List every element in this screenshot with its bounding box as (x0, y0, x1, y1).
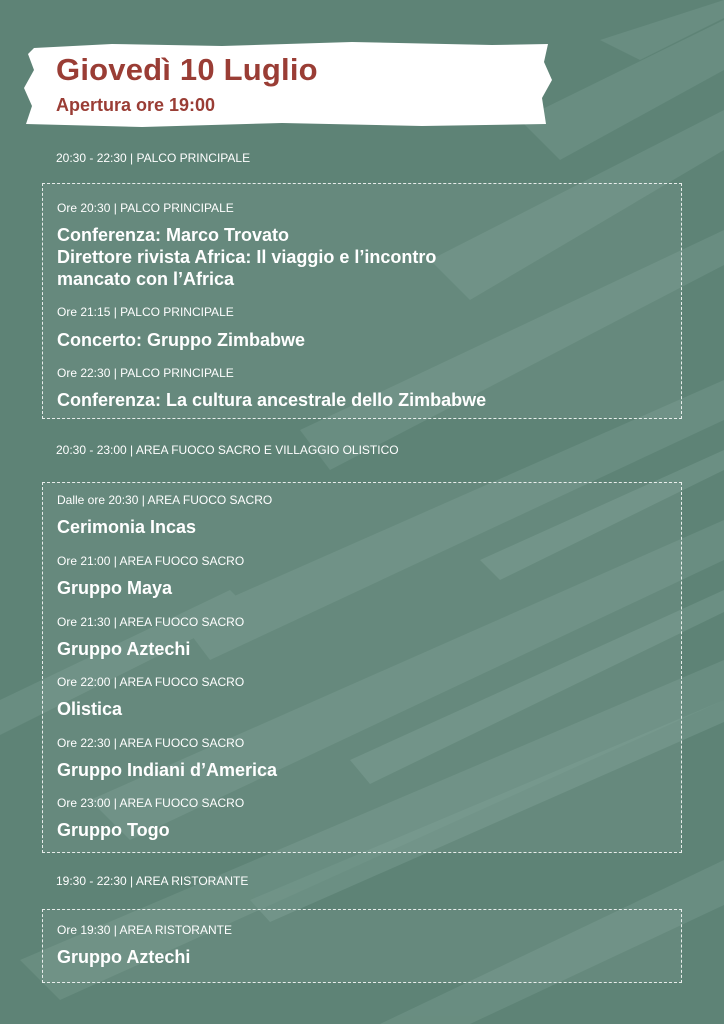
page-title: Giovedì 10 Luglio (56, 52, 318, 87)
event-title: Gruppo Indiani d’America (57, 760, 278, 780)
event-title: Concerto: Gruppo Zimbabwe (57, 330, 306, 350)
event-meta: Ore 20:30 | PALCO PRINCIPALE (57, 201, 234, 215)
event-title-line: mancato con l’Africa (57, 269, 235, 289)
event-meta: Ore 21:30 | AREA FUOCO SACRO (57, 615, 245, 629)
section-box-palco (42, 183, 682, 419)
event-title: Conferenza: La cultura ancestrale dello Zimbabwe (57, 390, 487, 410)
event-title: Olistica (57, 699, 123, 719)
event-title: Gruppo Aztechi (57, 947, 191, 967)
event-title (57, 224, 527, 290)
event-title-line: Direttore rivista Africa: Il viaggio e l’incontro (57, 247, 437, 267)
event-title: Gruppo Aztechi (57, 639, 191, 659)
event-title: Gruppo Togo (57, 820, 170, 840)
event-meta: Ore 19:30 | AREA RISTORANTE (57, 923, 232, 937)
event-meta: Ore 22:30 | PALCO PRINCIPALE (57, 366, 234, 380)
event-meta: Ore 23:00 | AREA FUOCO SACRO (57, 796, 245, 810)
event-meta: Ore 22:00 | AREA FUOCO SACRO (57, 675, 245, 689)
event-title-line: Conferenza: Marco Trovato (57, 225, 290, 245)
event-meta: Ore 21:15 | PALCO PRINCIPALE (57, 305, 234, 319)
section-label-fuoco-sacro: 20:30 - 23:00 | AREA FUOCO SACRO E VILLAGGIO OLISTICO (56, 443, 399, 457)
event-meta: Ore 22:30 | AREA FUOCO SACRO (57, 736, 245, 750)
section-label-ristorante: 19:30 - 22:30 | AREA RISTORANTE (56, 874, 249, 888)
section-box-fuoco-sacro (42, 482, 682, 853)
event-meta: Dalle ore 20:30 | AREA FUOCO SACRO (57, 493, 273, 507)
section-box-ristorante (42, 909, 682, 983)
opening-time: Apertura ore 19:00 (56, 95, 216, 115)
section-label-palco: 20:30 - 22:30 | PALCO PRINCIPALE (56, 151, 251, 165)
page-header (22, 40, 554, 128)
event-title: Cerimonia Incas (57, 517, 197, 537)
event-title: Gruppo Maya (57, 578, 173, 598)
event-meta: Ore 21:00 | AREA FUOCO SACRO (57, 554, 245, 568)
